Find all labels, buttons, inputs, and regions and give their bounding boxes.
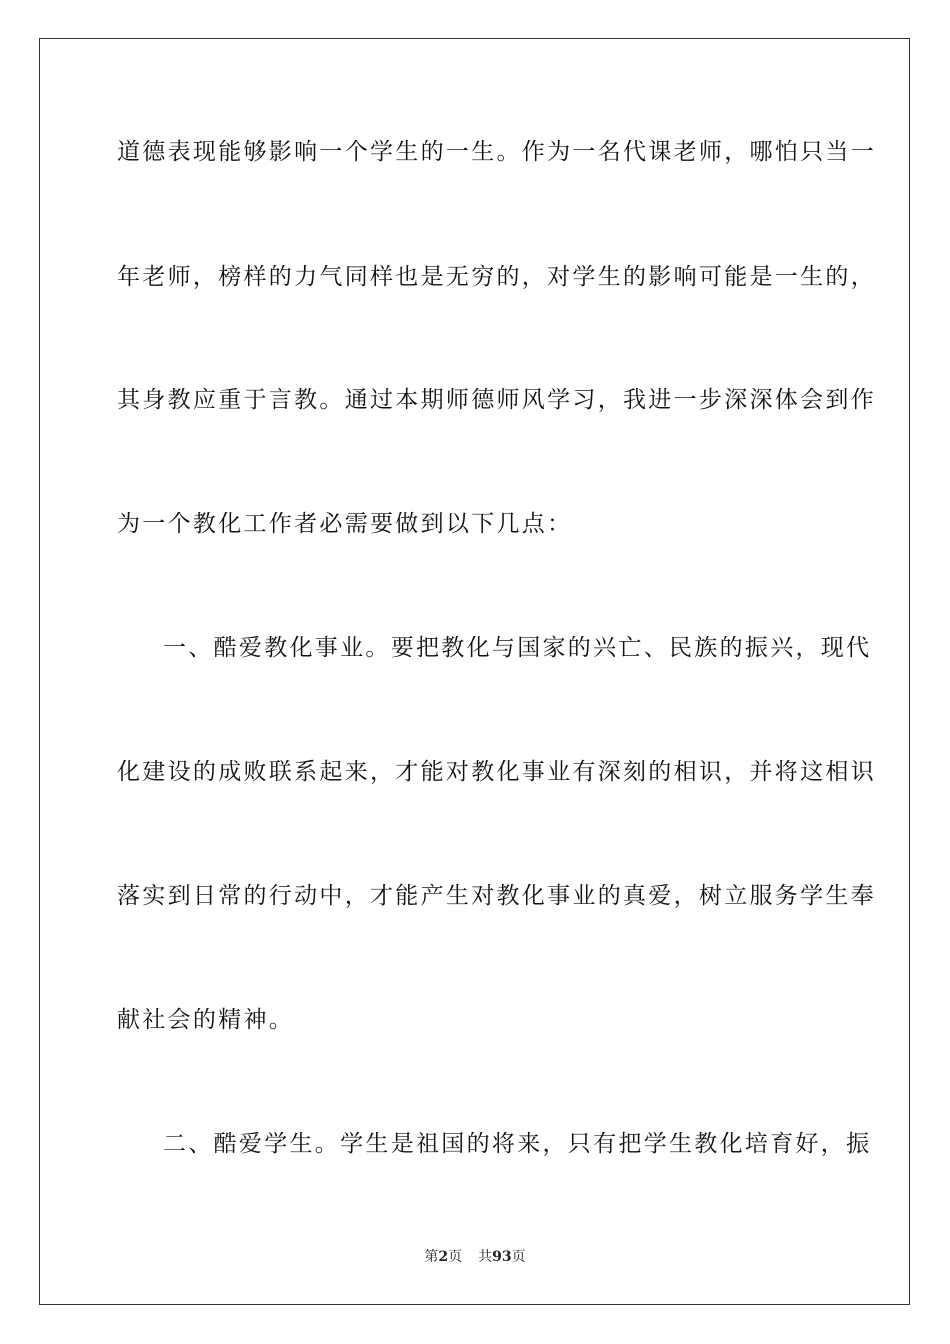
page-suffix: 页: [448, 1249, 463, 1265]
total-suffix: 页: [511, 1249, 526, 1265]
body-line-6: 化建设的成败联系起来，才能对教化事业有深刻的相识，并将这相识: [117, 759, 876, 785]
total-prefix: 共: [478, 1249, 493, 1265]
body-line-7: 落实到日常的行动中，才能产生对教化事业的真爱，树立服务学生奉: [117, 883, 876, 909]
total-pages-number: 93: [492, 1249, 512, 1265]
paragraph-2-first-line: 二、酷爱学生。学生是祖国的将来，只有把学生教化培育好，振: [163, 1131, 872, 1157]
current-page-number: 2: [438, 1249, 449, 1265]
body-line-8: 献社会的精神。: [117, 1007, 295, 1033]
page-border: [39, 38, 910, 1305]
body-line-1: 道德表现能够影响一个学生的一生。作为一名代课老师，哪怕只当一: [117, 139, 876, 165]
body-line-2: 年老师，榜样的力气同样也是无穷的，对学生的影响可能是一生的，: [117, 264, 876, 290]
page-footer: [0, 1248, 950, 1266]
page-prefix: 第: [424, 1249, 439, 1265]
paragraph-1-first-line: 一、酷爱教化事业。要把教化与国家的兴亡、民族的振兴，现代: [163, 635, 872, 661]
body-line-4: 为一个教化工作者必需要做到以下几点：: [117, 511, 573, 537]
body-line-3: 其身教应重于言教。通过本期师德师风学习，我进一步深深体会到作: [117, 387, 876, 413]
